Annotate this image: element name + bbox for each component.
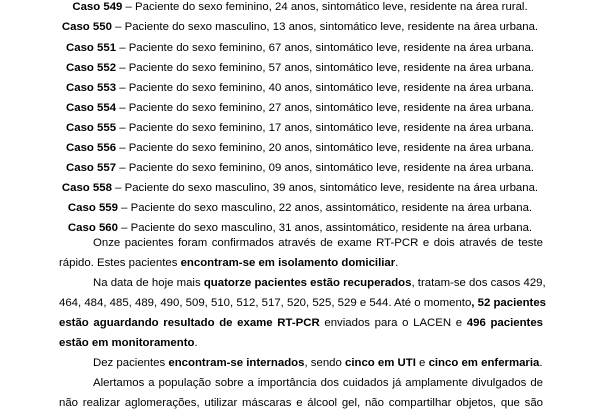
case-number: Caso 551 (66, 42, 117, 54)
emphasis-text: quatorze pacientes estão recuperados (203, 277, 412, 289)
text-run: e (415, 357, 429, 369)
text-run: 464, 484, 485, 489, 490, 509, 510, 512, 517, 520, 525, 529 e 544. Até o momento (59, 297, 472, 309)
case-line (0, 0, 600, 14)
paragraph-hospitalized (59, 353, 543, 373)
paragraph-line (59, 373, 543, 393)
case-number: Caso 556 (66, 142, 117, 154)
case-line (0, 81, 600, 95)
case-number: Caso 557 (66, 162, 117, 174)
paragraph-recovered (59, 273, 547, 353)
case-line (0, 20, 600, 34)
case-description: – Paciente do sexo feminino, 09 anos, sintomático leve, residente na área urbana. (116, 162, 534, 174)
text-run: . (539, 357, 543, 369)
text-run: Alertamos a população sobre a importância dos cuidados já amplamente divulgados de (93, 377, 543, 389)
case-number: Caso 558 (61, 182, 112, 194)
case-line (0, 121, 600, 135)
case-description: – Paciente do sexo feminino, 40 anos, sintomático leve, residente na área urbana. (116, 82, 534, 94)
case-description: – Paciente do sexo masculino, 13 anos, sintomático leve, residente na área urbana. (111, 21, 539, 33)
text-run: Na data de hoje mais (93, 277, 204, 289)
emphasis-text: cinco em enfermaria (428, 357, 540, 369)
case-line (0, 101, 600, 115)
emphasis-text: , 52 pacientes (471, 297, 547, 309)
text-run: , tratam-se dos casos 429, (411, 277, 546, 289)
case-line (0, 201, 600, 215)
case-line (0, 41, 600, 55)
paragraph-line (59, 233, 543, 253)
text-run: não realizar aglomerações, utilizar máscaras e álcool gel, não compartilhar objetos, que são (59, 397, 543, 409)
case-description: – Paciente do sexo feminino, 27 anos, sintomático leve, residente na área urbana. (116, 102, 534, 114)
text-run: , sendo (304, 357, 345, 369)
case-number: Caso 552 (66, 62, 117, 74)
case-number: Caso 560 (67, 222, 118, 234)
emphasis-text: encontram-se internados (168, 357, 305, 369)
case-description: – Paciente do sexo masculino, 39 anos, sintomático leve, residente na área urbana. (111, 182, 539, 194)
emphasis-text: estão em monitoramento (59, 337, 195, 349)
text-run: . (395, 257, 399, 269)
case-number: Caso 550 (61, 21, 112, 33)
case-description: – Paciente do sexo feminino, 20 anos, sintomático leve, residente na área urbana. (116, 142, 534, 154)
paragraph-confirmation (59, 233, 543, 273)
case-line (0, 161, 600, 175)
case-number: Caso 549 (72, 1, 123, 13)
emphasis-text: encontram-se em isolamento domiciliar (180, 257, 396, 269)
paragraph-line (59, 253, 543, 273)
paragraph-alert (59, 373, 543, 413)
paragraph-line (59, 293, 547, 313)
case-line (0, 181, 600, 195)
case-line (0, 61, 600, 75)
case-description: – Paciente do sexo feminino, 17 anos, sintomático leve, residente na área urbana. (116, 122, 534, 134)
case-description: – Paciente do sexo feminino, 57 anos, sintomático leve, residente na área urbana. (116, 62, 534, 74)
emphasis-text: estão aguardando resultado de exame RT-PCR (59, 317, 320, 329)
paragraph-line (59, 273, 546, 293)
paragraph-line (59, 333, 543, 353)
paragraph-line (59, 353, 543, 373)
case-line (0, 141, 600, 155)
paragraph-line (59, 393, 543, 413)
case-number: Caso 553 (66, 82, 117, 94)
case-description: – Paciente do sexo masculino, 22 anos, assintomático, residente na área urbana. (117, 202, 533, 214)
case-description: – Paciente do sexo feminino, 24 anos, sintomático leve, residente na área rural. (122, 1, 528, 13)
case-number: Caso 555 (66, 122, 117, 134)
case-number: Caso 554 (66, 102, 117, 114)
text-run: . (194, 337, 198, 349)
text-run: enviados para o LACEN e (319, 317, 467, 329)
paragraph-line (59, 313, 543, 333)
case-number: Caso 559 (67, 202, 118, 214)
emphasis-text: cinco em UTI (344, 357, 416, 369)
text-run: Dez pacientes (93, 357, 169, 369)
case-description: – Paciente do sexo feminino, 67 anos, sintomático leve, residente na área urbana. (116, 42, 534, 54)
case-description: – Paciente do sexo masculino, 31 anos, assintomático, residente na área urbana. (117, 222, 533, 234)
text-run: Onze pacientes foram confirmados através de exame RT-PCR e dois através de teste (93, 237, 543, 249)
text-run: rápido. Estes pacientes (59, 257, 181, 269)
emphasis-text: 496 pacientes (466, 317, 544, 329)
